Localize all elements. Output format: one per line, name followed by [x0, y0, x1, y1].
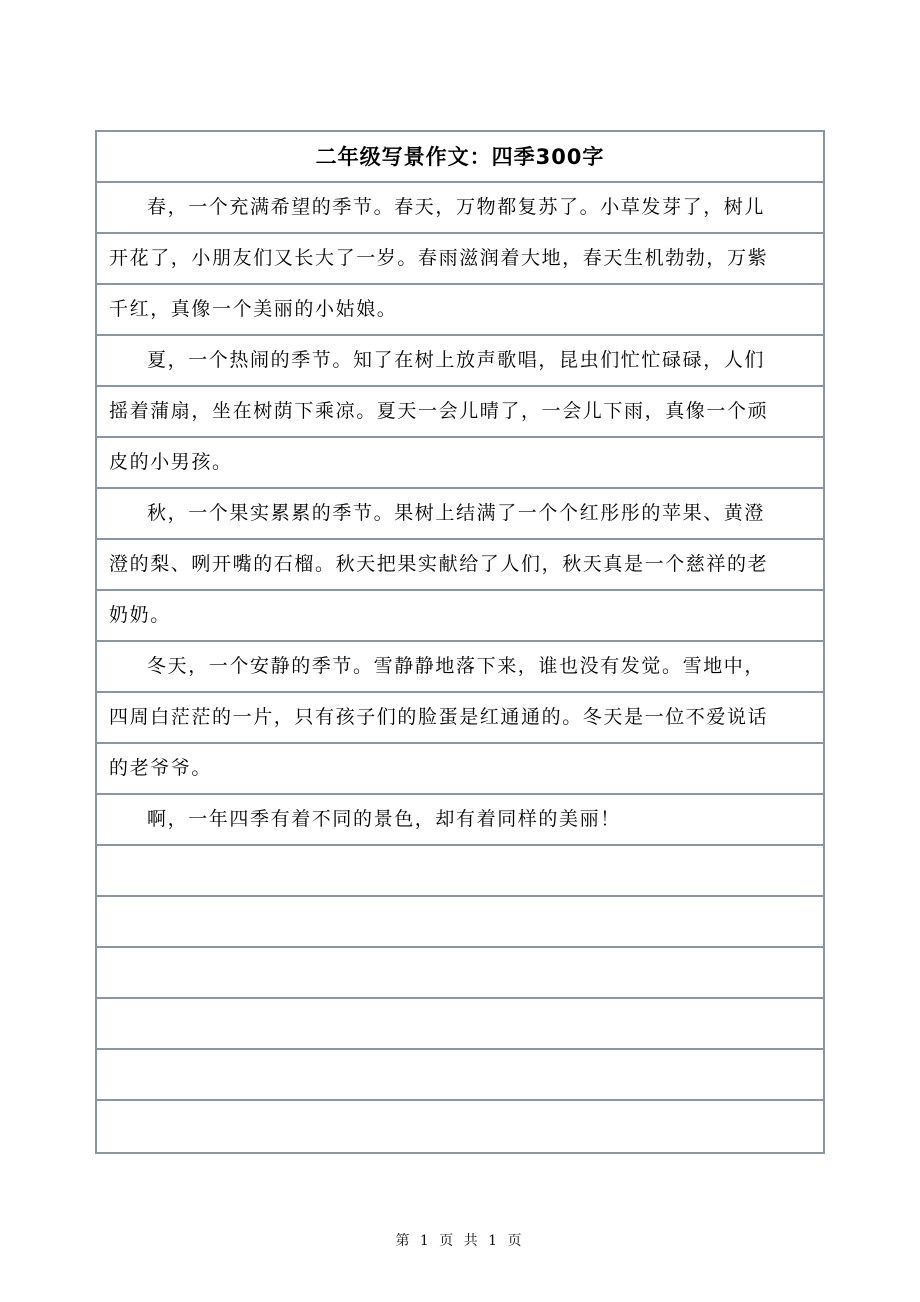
- blank-line: [109, 999, 819, 1048]
- blank-line: [109, 897, 819, 946]
- page-number-footer: 第 1 页 共 1 页: [395, 1233, 525, 1249]
- essay-line: [97, 336, 823, 387]
- paragraph-winter-line-2: 四周白茫茫的一片，只有孩子们的脸蛋是红通通的。冬天是一位不爱说话: [109, 706, 769, 728]
- essay-line: [97, 489, 823, 540]
- paragraph-winter-line-1: 冬天，一个安静的季节。雪静静地落下来，谁也没有发觉。雪地中，: [147, 655, 766, 677]
- paragraph-spring-line-3: 千红，真像一个美丽的小姑娘。: [109, 298, 398, 320]
- paragraph-autumn-line-1: 秋，一个果实累累的季节。果树上结满了一个个红彤彤的苹果、黄澄: [147, 502, 766, 524]
- paragraph-spring-line-2: 开花了，小朋友们又长大了一岁。春雨滋润着大地，春天生机勃勃，万紫: [109, 247, 769, 269]
- empty-line: [97, 897, 823, 948]
- blank-line: [109, 1050, 819, 1099]
- essay-line: [97, 387, 823, 438]
- essay-line: [97, 234, 823, 285]
- paragraph-summer-line-1: 夏，一个热闹的季节。知了在树上放声歌唱，昆虫们忙忙碌碌，人们: [147, 349, 766, 371]
- essay-line: [97, 438, 823, 489]
- blank-line: [109, 1101, 819, 1150]
- essay-title: 二年级写景作文：四季300字: [315, 145, 605, 169]
- empty-line: [97, 948, 823, 999]
- essay-line: [97, 591, 823, 642]
- paragraph-autumn-line-2: 澄的梨、咧开嘴的石榴。秋天把果实献给了人们，秋天真是一个慈祥的老: [109, 553, 769, 575]
- empty-line: [97, 1050, 823, 1101]
- essay-line: [97, 642, 823, 693]
- empty-line: [97, 846, 823, 897]
- paragraph-summer-line-2: 摇着蒲扇，坐在树荫下乘凉。夏天一会儿晴了，一会儿下雨，真像一个顽: [109, 400, 769, 422]
- paragraph-autumn-line-3: 奶奶。: [109, 604, 171, 626]
- essay-table: [95, 130, 825, 1154]
- essay-line: [97, 540, 823, 591]
- title-row: [97, 132, 823, 183]
- paragraph-winter-line-3: 的老爷爷。: [109, 757, 213, 779]
- blank-line: [109, 846, 819, 895]
- empty-line: [97, 1101, 823, 1152]
- paragraph-summer-line-3: 皮的小男孩。: [109, 451, 233, 473]
- essay-line: [97, 285, 823, 336]
- essay-line: [97, 795, 823, 846]
- paragraph-spring-line-1: 春，一个充满希望的季节。春天，万物都复苏了。小草发芽了，树儿: [147, 196, 766, 218]
- essay-line: [97, 693, 823, 744]
- paragraph-conclusion-line-1: 啊，一年四季有着不同的景色，却有着同样的美丽！: [147, 808, 621, 830]
- essay-line: [97, 183, 823, 234]
- empty-line: [97, 999, 823, 1050]
- blank-line: [109, 948, 819, 997]
- essay-line: [97, 744, 823, 795]
